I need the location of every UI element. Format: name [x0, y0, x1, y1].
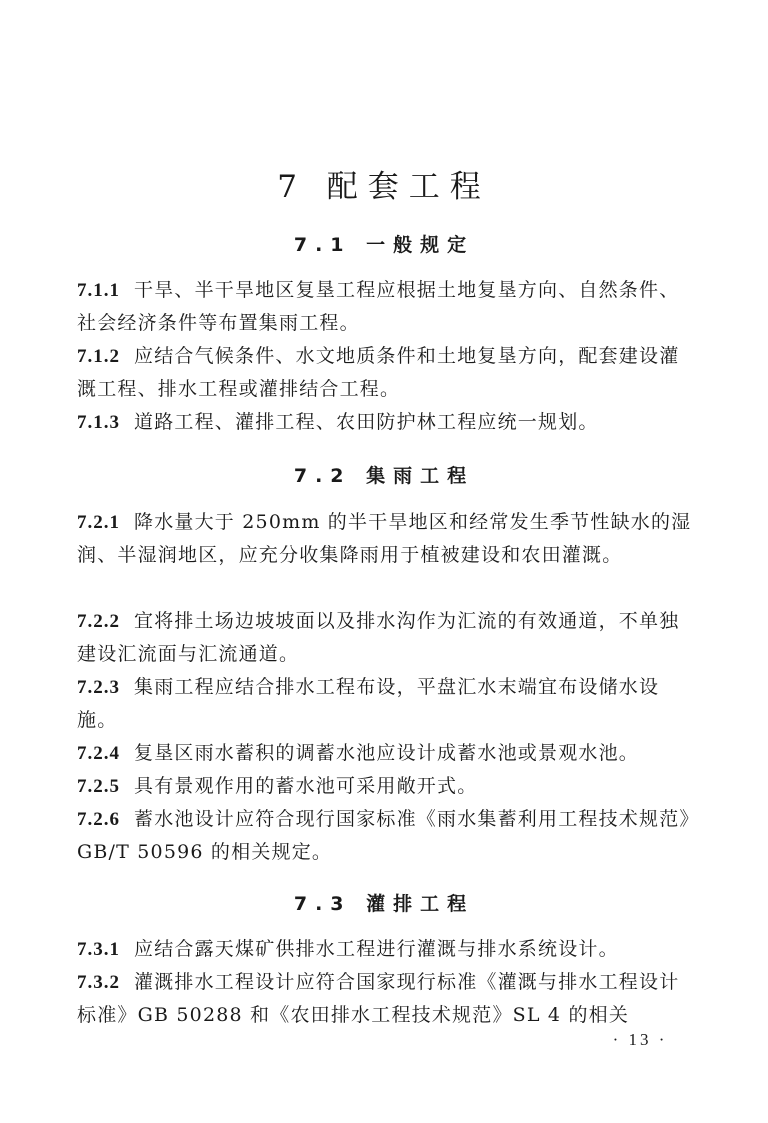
clause-7-1-3	[77, 406, 697, 439]
clause-text: 应结合露天煤矿供排水工程进行灌溉与排水系统设计。	[134, 938, 619, 960]
clause-7-2-6	[77, 803, 697, 869]
clause-number: 7.1.1	[77, 280, 120, 301]
clause-number: 7.2.3	[77, 677, 120, 698]
clause-7-3-1	[77, 933, 697, 966]
clause-text: 降水量大于 250mm 的半干旱地区和经常发生季节性缺水的湿润、半湿润地区，应充分收集降雨用于植被建设和农田灌溉。	[77, 511, 692, 566]
clause-number: 7.2.2	[77, 611, 120, 632]
clause-number: 7.1.3	[77, 412, 120, 433]
clause-number: 7.2.1	[77, 512, 120, 533]
clause-7-1-1	[77, 274, 697, 340]
clause-text: 集雨工程应结合排水工程布设，平盘汇水末端宜布设储水设施。	[77, 676, 660, 731]
clause-text: 具有景观作用的蓄水池可采用敞开式。	[134, 775, 478, 797]
clause-number: 7.2.4	[77, 743, 120, 764]
chapter-title: 7 配套工程	[277, 168, 491, 205]
section-title-7-3: 7.3 灌排工程	[293, 893, 475, 915]
clause-text: 干旱、半干旱地区复垦工程应根据土地复垦方向、自然条件、社会经济条件等布置集雨工程。	[77, 279, 680, 334]
clause-number: 7.2.6	[77, 809, 120, 830]
clause-number: 7.3.1	[77, 939, 120, 960]
clause-text: 道路工程、灌排工程、农田防护林工程应统一规划。	[134, 411, 599, 433]
clause-text: 灌溉排水工程设计应符合国家现行标准《灌溉与排水工程设计标准》GB 50288 和《农田排水工程技术规范》SL 4 的相关	[77, 971, 680, 1026]
section-title-7-2: 7.2 集雨工程	[293, 465, 475, 487]
clause-text: 复垦区雨水蓄积的调蓄水池应设计成蓄水池或景观水池。	[134, 742, 640, 764]
clause-7-2-3	[77, 671, 697, 737]
clause-text: 应结合气候条件、水文地质条件和土地复垦方向，配套建设灌溉工程、排水工程或灌排结合工程。	[77, 345, 680, 400]
clause-7-2-4	[77, 737, 697, 770]
clause-number: 7.3.2	[77, 972, 120, 993]
clause-7-1-2	[77, 340, 697, 406]
page-number: · 13 ·	[612, 1030, 668, 1049]
section-title-7-1: 7.1 一般规定	[293, 234, 475, 256]
clause-number: 7.2.5	[77, 776, 120, 797]
clause-text: 宜将排土场边坡坡面以及排水沟作为汇流的有效通道，不单独建设汇流面与汇流通道。	[77, 610, 680, 665]
clause-7-3-2	[77, 966, 697, 1032]
clause-7-2-1	[77, 506, 697, 572]
clause-number: 7.1.2	[77, 346, 120, 367]
clause-7-2-5	[77, 770, 697, 803]
clause-text: 蓄水池设计应符合现行国家标准《雨水集蓄利用工程技术规范》GB/T 50596 的相关规定。	[77, 808, 691, 863]
clause-7-2-2	[77, 605, 697, 671]
